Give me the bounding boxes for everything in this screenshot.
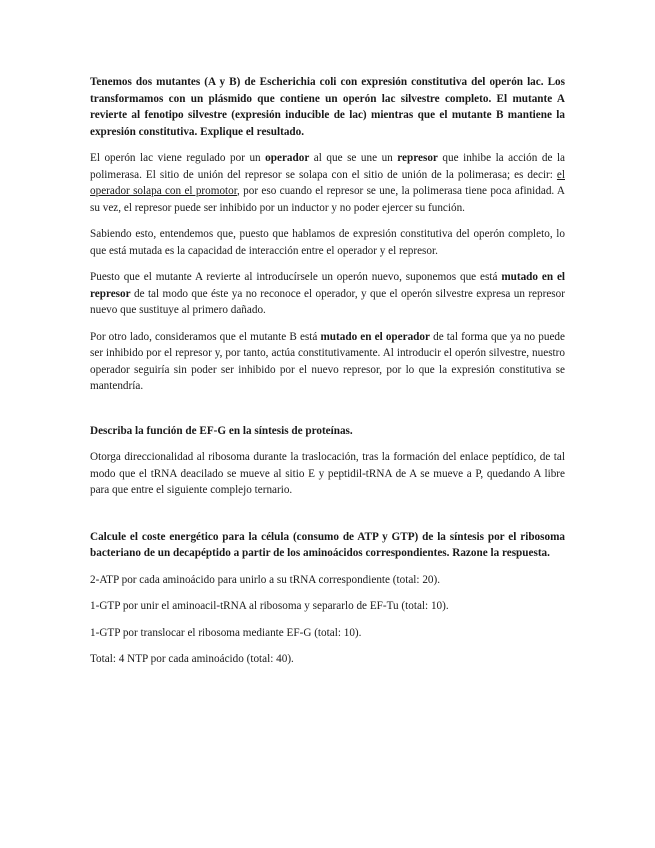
question-2: Describa la función de EF-G en la síntesis de proteínas. bbox=[90, 424, 353, 437]
question-1: Tenemos dos mutantes (A y B) de Escherichia coli con expresión constitutiva del operón lac. Los transformamos con un plásmido que contiene un operón lac silvestre completo. El mutante A revierte al fenotipo silvestre (expresión inducible de lac) mientras que el mutante B mantiene la expresión constitutiva. Explique el resultado. bbox=[90, 76, 565, 138]
question-3: Calcule el coste energético para la célula (consumo de ATP y GTP) de la síntesis por el ribosoma bacteriano de un decapéptido a partir de los aminoácidos correspondientes. Razone la respuesta. bbox=[90, 530, 565, 559]
answer-1-paragraph-1: El operón lac viene regulado por un operador al que se une un represor que inhibe la acción de la polimerasa. El sitio de unión del represor se solapa con el sitio de unión de la polimerasa; es decir: el operador solapa con el promotor, por eso cuando el represor se une, la polimerasa tiene poca afinidad. A su vez, el represor puede ser inhibido por un inductor y no poder ejercer su función. bbox=[90, 152, 566, 214]
answer-3-total: Total: 4 NTP por cada aminoácido (total: 40). bbox=[90, 653, 294, 665]
answer-3-line-3: 1-GTP por translocar el ribosoma mediante EF-G (total: 10). bbox=[90, 626, 362, 639]
document-page bbox=[90, 74, 565, 668]
answer-1-paragraph-4: Por otro lado, consideramos que el mutante B está mutado en el operador de tal forma que ya no puede ser inhibido por el represor y, por tanto, actúa constitutivamente. Al introducir el operón silvestre, nuestro operador seguiría sin poder ser inhibido por el nuevo represor, por lo que la expresión constitutiva se mantendría. bbox=[90, 330, 565, 392]
answer-2: Otorga direccionalidad al ribosoma durante la traslocación, tras la formación del enlace peptídico, de tal modo que el tRNA deacilado se mueve al sitio E y peptidil-tRNA de A se mueve a P, quedando A libre para que entre el siguiente complejo ternario. bbox=[90, 451, 565, 496]
underlined-text: el operador solapa con el promotor bbox=[90, 168, 565, 197]
answer-1-paragraph-2: Sabiendo esto, entendemos que, puesto que hablamos de expresión constitutiva del operón completo, lo que está mutada es la capacidad de interacción entre el operador y el represor. bbox=[90, 228, 565, 257]
answer-1-paragraph-3: Puesto que el mutante A revierte al introducírsele un operón nuevo, suponemos que está mutado en el represor de tal modo que éste ya no reconoce el operador, y que el operón silvestre expresa un represor nuevo que sustituye al primero dañado. bbox=[90, 271, 566, 316]
answer-3-line-2: 1-GTP por unir el aminoacil-tRNA al ribosoma y separarlo de EF-Tu (total: 10). bbox=[90, 600, 449, 612]
answer-3-line-1: 2-ATP por cada aminoácido para unirlo a su tRNA correspondiente (total: 20). bbox=[90, 573, 441, 586]
